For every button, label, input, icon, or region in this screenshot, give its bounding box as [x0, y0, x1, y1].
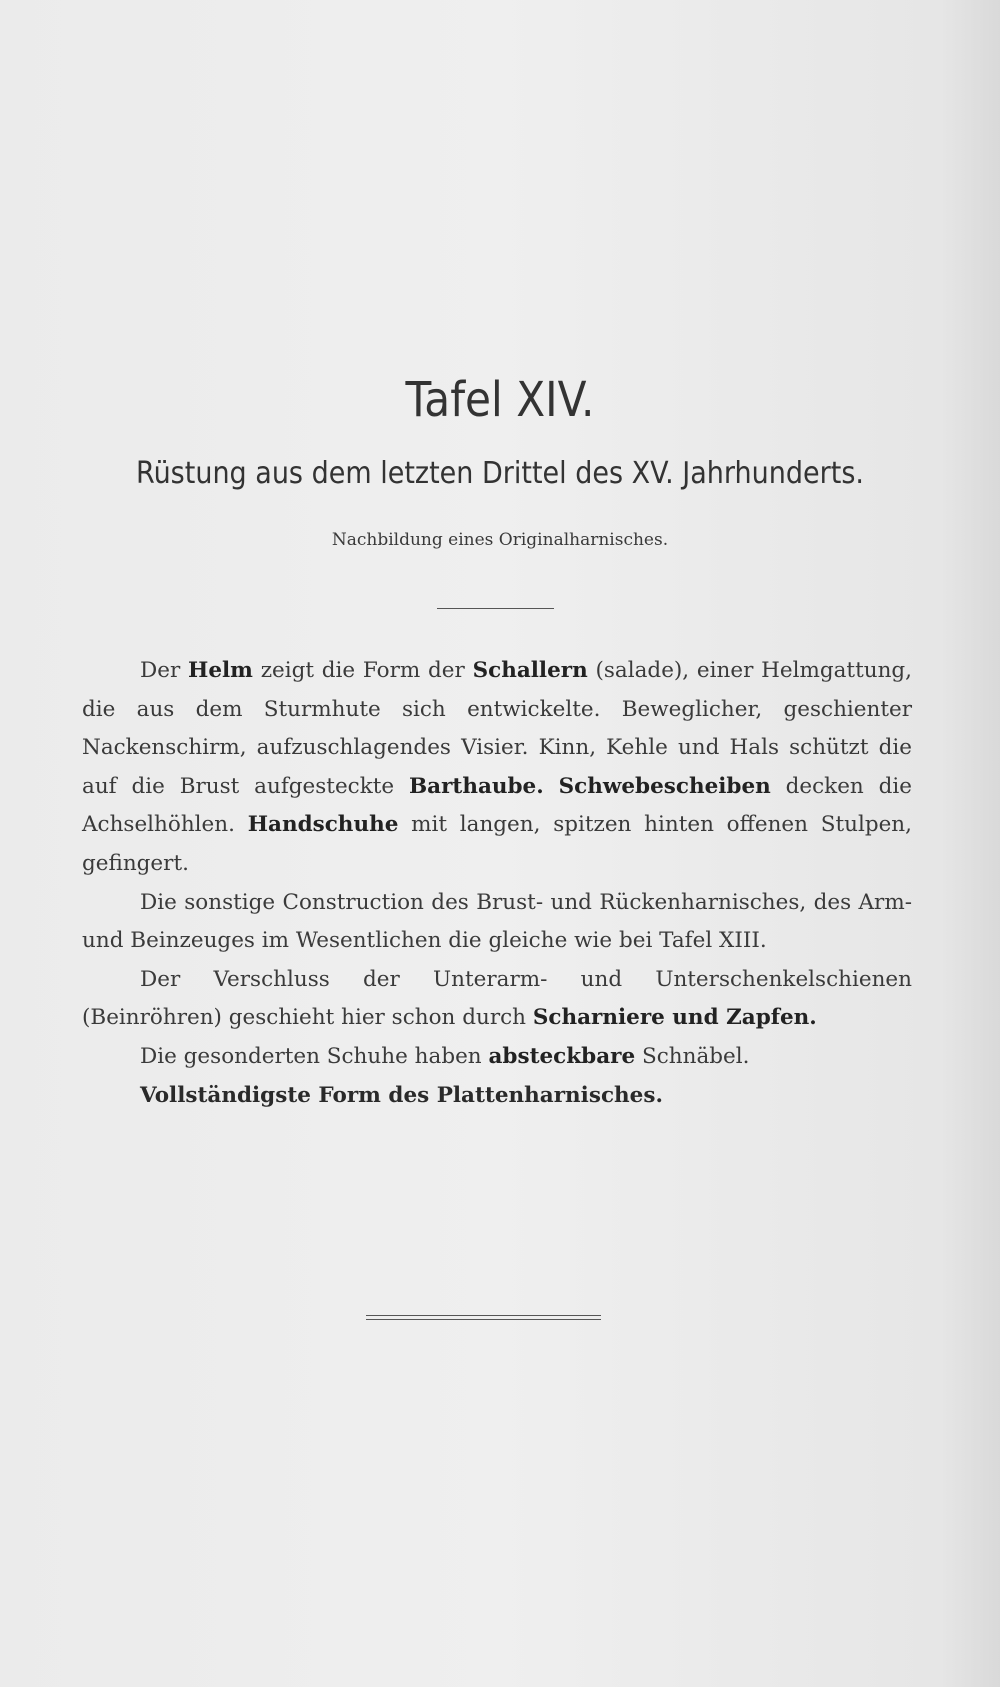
- bold-term: Barthaube.: [408, 773, 544, 799]
- text: Schnäbel.: [635, 1043, 750, 1069]
- text: [544, 774, 559, 799]
- paragraph-schuhe: [82, 1038, 912, 1077]
- text: mit langen, spitzen hinten offenen Stulpen, gefingert.: [82, 812, 912, 876]
- closing-double-rule: [366, 1315, 601, 1320]
- paragraph-construction: Die sonstige Construction des Brust- und Rückenharnisches, des Arm- und Beinzeuges im Wesentlichen die gleiche wie bei Tafel XIII.: [82, 889, 912, 954]
- description-body: [82, 652, 912, 1115]
- bold-term: Scharniere und Zapfen.: [532, 1005, 817, 1031]
- text: Der: [140, 658, 189, 683]
- bold-term: Handschuhe: [247, 812, 399, 838]
- text: decken die Achselhöhlen.: [82, 773, 912, 838]
- bold-term: Schwebescheiben: [558, 773, 771, 799]
- bold-term: absteckbare: [488, 1043, 636, 1069]
- bold-term: Schallern: [472, 658, 588, 683]
- paragraph-helm: [82, 652, 912, 884]
- plate-note: Nachbildung eines Originalharnisches.: [331, 530, 669, 550]
- text: (salade), einer Helmgattung, die aus dem Sturmhute sich entwickelte. Beweglicher, geschienter Nackenschirm, aufzuschlagendes Visier. Kinn, Kehle und Hals schützt die auf die Brust aufgesteckte: [82, 658, 913, 799]
- plate-title: Tafel XIV.: [405, 372, 595, 428]
- paragraph-summary: Vollständigste Form des Plattenharnisches.: [140, 1082, 663, 1108]
- separator-rule: [437, 608, 554, 609]
- text: Der Verschluss der Unterarm- und Unterschenkelschienen (Beinröhren) geschieht hier schon durch: [82, 966, 912, 1031]
- plate-subtitle: Rüstung aus dem letzten Drittel des XV. Jahrhunderts.: [136, 456, 864, 491]
- text: zeigt die Form der: [252, 658, 473, 683]
- bold-term: Helm: [188, 658, 253, 683]
- text: Die gesonderten Schuhe haben: [140, 1043, 489, 1069]
- paragraph-verschluss: [82, 961, 912, 1038]
